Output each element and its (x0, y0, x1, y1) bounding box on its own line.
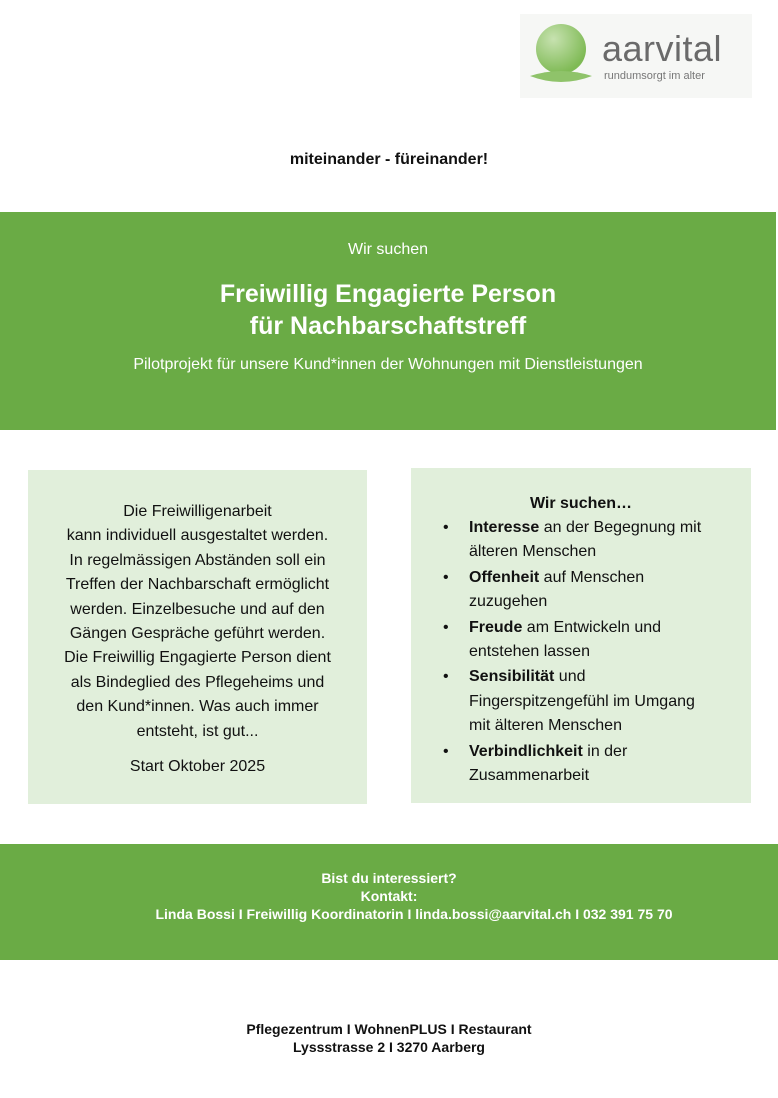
item-text: in der (582, 742, 628, 760)
description-line: Treffen der Nachbarschaft ermöglicht (65, 576, 330, 594)
requirements-title: Wir suchen… (529, 495, 633, 512)
description-line: Die Freiwilligenarbeit (123, 503, 272, 520)
banner-title-line: für Nachbarschaftstreff (249, 312, 527, 340)
list-item (411, 566, 739, 615)
logo-wordmark: aarvital (602, 28, 723, 69)
item-text: entstehen lassen (469, 643, 590, 661)
list-item (411, 740, 739, 789)
aarvital-logo (520, 14, 752, 98)
item-text: auf Menschen (539, 568, 645, 586)
contact-details: Linda Bossi I Freiwillig Koordinatorin I linda.bossi@aarvital.ch I 032 391 75 70 (155, 906, 673, 922)
item-keyword: Sensibilität (469, 668, 555, 686)
bullet-icon: • (443, 618, 449, 636)
description-line: Gängen Gespräche geführt werden. (69, 625, 326, 643)
description-card (28, 470, 367, 804)
list-item (411, 665, 739, 738)
requirements-card (411, 468, 751, 803)
logo-mark-icon (528, 22, 594, 90)
start-date: Start Oktober 2025 (129, 758, 266, 775)
description-line: werden. Einzelbesuche und auf den (70, 600, 325, 618)
header-banner (0, 212, 776, 430)
list-item (411, 516, 739, 565)
requirements-list (411, 516, 739, 789)
item-keyword: Freude (469, 618, 523, 636)
banner-title-line: Freiwillig Engagierte Person (219, 280, 557, 308)
item-keyword: Offenheit (469, 568, 540, 586)
item-text: an der Begegnung mit (539, 519, 702, 536)
item-text: Zusammenarbeit (469, 767, 590, 785)
bullet-icon: • (443, 568, 449, 586)
item-text: am Entwickeln und (522, 618, 662, 636)
footer-services: Pflegezentrum I WohnenPLUS I Restaurant (246, 1021, 532, 1037)
description-line: als Bindeglied des Pflegeheims und (70, 673, 325, 691)
item-text: mit älteren Menschen (469, 717, 622, 735)
bullet-icon: • (443, 668, 449, 686)
contact-question: Bist du interessiert? (321, 870, 457, 886)
item-keyword: Verbindlichkeit (469, 742, 583, 760)
item-text: zuzugehen (469, 593, 548, 611)
bullet-icon: • (443, 519, 449, 536)
item-text: Fingerspitzengefühl im Umgang (469, 692, 695, 710)
footer (0, 1020, 778, 1056)
description-line: Die Freiwillig Engagierte Person dient (64, 649, 331, 667)
description-text (28, 500, 367, 744)
description-line: entsteht, ist gut... (136, 722, 259, 740)
list-item (411, 616, 739, 665)
bullet-icon: • (443, 742, 449, 760)
footer-address: Lyssstrasse 2 I 3270 Aarberg (293, 1039, 485, 1055)
item-text: älteren Menschen (469, 543, 597, 561)
banner-title (0, 278, 776, 342)
logo-tagline: rundumsorgt im alter (604, 70, 705, 82)
item-text: und (554, 668, 586, 686)
contact-label: Kontakt: (360, 888, 418, 904)
contact-banner (0, 844, 778, 960)
motto: miteinander - füreinander! (289, 151, 489, 168)
description-line: kann individuell ausgestaltet werden. (66, 527, 329, 545)
description-line: den Kund*innen. Was auch immer (76, 698, 319, 716)
banner-subtitle: Pilotprojekt für unsere Kund*innen der Wohnungen mit Dienstleistungen (133, 356, 643, 373)
item-keyword: Interesse (469, 519, 540, 536)
description-line: In regelmässigen Abständen soll ein (69, 551, 326, 569)
banner-eyebrow: Wir suchen (347, 241, 429, 258)
